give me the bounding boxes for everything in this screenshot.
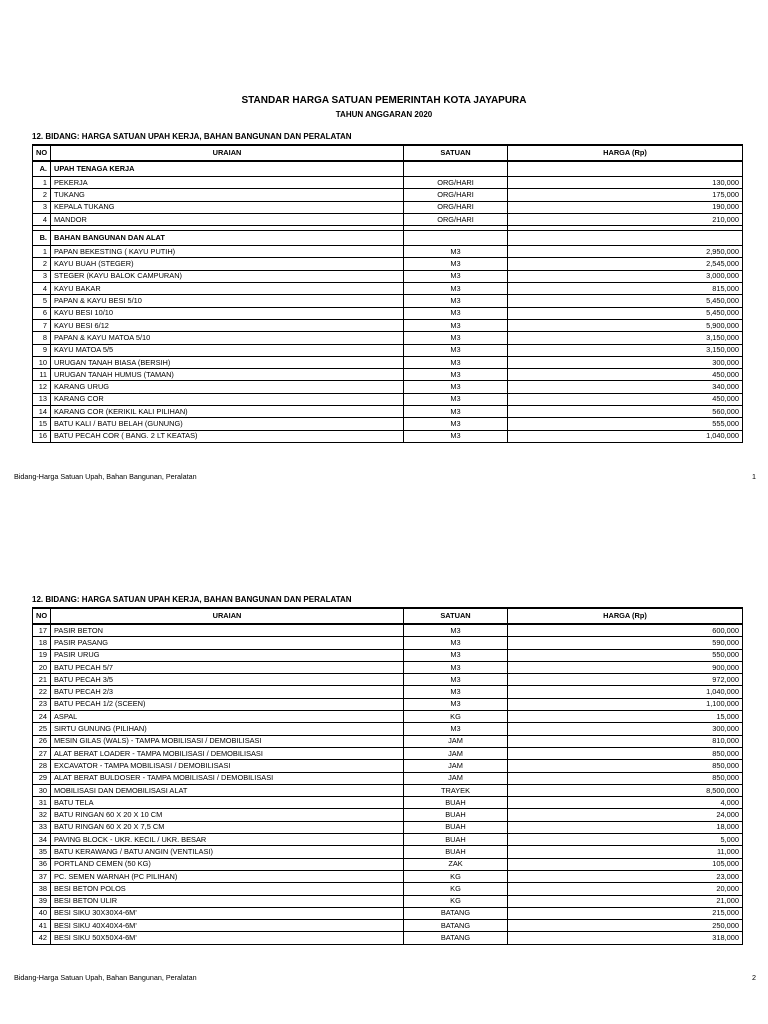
table-row xyxy=(33,846,743,858)
row-price: 850,000 xyxy=(508,747,743,759)
table-row xyxy=(33,624,743,637)
table-row xyxy=(33,418,743,430)
table-row xyxy=(33,381,743,393)
row-unit: M3 xyxy=(404,723,508,735)
row-no: 19 xyxy=(33,649,51,661)
table-row xyxy=(33,834,743,846)
row-price: 560,000 xyxy=(508,406,743,418)
row-price: 2,950,000 xyxy=(508,246,743,258)
row-price: 3,150,000 xyxy=(508,344,743,356)
row-unit: BUAH xyxy=(404,846,508,858)
row-unit: M3 xyxy=(404,661,508,673)
row-description: BATU KERAWANG / BATU ANGIN (VENTILASI) xyxy=(51,846,404,858)
row-no: 14 xyxy=(33,406,51,418)
group-unit-empty xyxy=(404,161,508,177)
row-description: ALAT BERAT BULDOSER - TAMPA MOBILISASI / DEMOBILISASI xyxy=(51,772,404,784)
row-price: 850,000 xyxy=(508,760,743,772)
footer-label: Bidang-Harga Satuan Upah, Bahan Bangunan, Peralatan xyxy=(14,472,197,481)
row-price: 318,000 xyxy=(508,932,743,944)
row-unit: M3 xyxy=(404,624,508,637)
row-description: KAYU BESI 6/12 xyxy=(51,319,404,331)
table-row xyxy=(33,760,743,772)
row-unit: M3 xyxy=(404,649,508,661)
table-row xyxy=(33,177,743,189)
row-price: 5,900,000 xyxy=(508,319,743,331)
row-no: 22 xyxy=(33,686,51,698)
row-unit: JAM xyxy=(404,747,508,759)
row-description: BATU PECAH 1/2 (SCEEN) xyxy=(51,698,404,710)
footer-label: Bidang-Harga Satuan Upah, Bahan Bangunan, Peralatan xyxy=(14,973,197,982)
row-no: 18 xyxy=(33,637,51,649)
row-price: 600,000 xyxy=(508,624,743,637)
row-description: BATU RINGAN 60 X 20 X 7,5 CM xyxy=(51,821,404,833)
header-unit: SATUAN xyxy=(404,145,508,161)
row-price: 1,040,000 xyxy=(508,430,743,442)
row-description: PASIR URUG xyxy=(51,649,404,661)
row-price: 810,000 xyxy=(508,735,743,747)
row-description: KARANG COR (KERIKIL KALI PILIHAN) xyxy=(51,406,404,418)
group-unit-empty xyxy=(404,231,508,246)
row-unit: M3 xyxy=(404,356,508,368)
row-price: 900,000 xyxy=(508,661,743,673)
row-description: BESI SIKU 30X30X4-6M' xyxy=(51,907,404,919)
row-no: 5 xyxy=(33,295,51,307)
table-row xyxy=(33,883,743,895)
row-no: 17 xyxy=(33,624,51,637)
row-description: PAVING BLOCK - UKR. KECIL / UKR. BESAR xyxy=(51,834,404,846)
row-price: 5,450,000 xyxy=(508,307,743,319)
price-table-page1 xyxy=(32,144,743,443)
row-no: 38 xyxy=(33,883,51,895)
row-price: 550,000 xyxy=(508,649,743,661)
row-price: 450,000 xyxy=(508,369,743,381)
row-price: 20,000 xyxy=(508,883,743,895)
row-no: 23 xyxy=(33,698,51,710)
table-row xyxy=(33,797,743,809)
row-unit: M3 xyxy=(404,295,508,307)
table-row xyxy=(33,332,743,344)
row-unit: M3 xyxy=(404,418,508,430)
row-no: 30 xyxy=(33,784,51,796)
table-row xyxy=(33,723,743,735)
page-number: 2 xyxy=(752,973,756,982)
row-no: 12 xyxy=(33,381,51,393)
row-unit: KG xyxy=(404,895,508,907)
row-price: 450,000 xyxy=(508,393,743,405)
table-row xyxy=(33,637,743,649)
row-no: 21 xyxy=(33,674,51,686)
row-no: 33 xyxy=(33,821,51,833)
table-row xyxy=(33,283,743,295)
section-heading-page2: 12. BIDANG: HARGA SATUAN UPAH KERJA, BAHAN BANGUNAN DAN PERALATAN xyxy=(32,595,352,604)
table-row xyxy=(33,747,743,759)
row-unit: M3 xyxy=(404,406,508,418)
table-row xyxy=(33,295,743,307)
row-price: 340,000 xyxy=(508,381,743,393)
row-description: BESI SIKU 50X50X4-6M' xyxy=(51,932,404,944)
row-unit: JAM xyxy=(404,735,508,747)
row-description: SIRTU GUNUNG (PILIHAN) xyxy=(51,723,404,735)
row-no: 7 xyxy=(33,319,51,331)
row-unit: ORG/HARI xyxy=(404,177,508,189)
row-no: 13 xyxy=(33,393,51,405)
row-no: 1 xyxy=(33,246,51,258)
row-price: 3,150,000 xyxy=(508,332,743,344)
row-no: 27 xyxy=(33,747,51,759)
row-description: BESI SIKU 40X40X4-6M' xyxy=(51,920,404,932)
table-row xyxy=(33,246,743,258)
table-row xyxy=(33,213,743,225)
row-price: 3,000,000 xyxy=(508,270,743,282)
table-row xyxy=(33,686,743,698)
row-description: BATU TELA xyxy=(51,797,404,809)
row-no: 2 xyxy=(33,258,51,270)
table-row xyxy=(33,895,743,907)
group-row xyxy=(33,231,743,246)
page-title: STANDAR HARGA SATUAN PEMERINTAH KOTA JAYAPURA xyxy=(241,95,527,106)
row-unit: M3 xyxy=(404,393,508,405)
row-price: 5,000 xyxy=(508,834,743,846)
row-description: MESIN GILAS (WALS) - TAMPA MOBILISASI / DEMOBILISASI xyxy=(51,735,404,747)
row-price: 210,000 xyxy=(508,213,743,225)
table-row xyxy=(33,406,743,418)
row-description: KARANG COR xyxy=(51,393,404,405)
price-table-page2 xyxy=(32,607,743,945)
row-price: 300,000 xyxy=(508,723,743,735)
row-price: 555,000 xyxy=(508,418,743,430)
row-unit: JAM xyxy=(404,772,508,784)
row-no: 20 xyxy=(33,661,51,673)
group-label: UPAH TENAGA KERJA xyxy=(51,161,404,177)
row-price: 2,545,000 xyxy=(508,258,743,270)
table-row xyxy=(33,698,743,710)
table-row xyxy=(33,711,743,723)
row-description: BESI BETON POLOS xyxy=(51,883,404,895)
row-unit: ORG/HARI xyxy=(404,201,508,213)
row-description: KAYU BAKAR xyxy=(51,283,404,295)
row-price: 23,000 xyxy=(508,870,743,882)
row-price: 590,000 xyxy=(508,637,743,649)
row-unit: M3 xyxy=(404,698,508,710)
row-no: 3 xyxy=(33,270,51,282)
table-row xyxy=(33,907,743,919)
row-unit: BATANG xyxy=(404,920,508,932)
row-description: PAPAN & KAYU MATOA 5/10 xyxy=(51,332,404,344)
row-no: 37 xyxy=(33,870,51,882)
row-price: 15,000 xyxy=(508,711,743,723)
row-price: 24,000 xyxy=(508,809,743,821)
row-no: 2 xyxy=(33,189,51,201)
page-number: 1 xyxy=(752,472,756,481)
table-row xyxy=(33,430,743,442)
row-no: 25 xyxy=(33,723,51,735)
row-description: BATU KALI / BATU BELAH (GUNUNG) xyxy=(51,418,404,430)
row-unit: KG xyxy=(404,870,508,882)
row-unit: ORG/HARI xyxy=(404,213,508,225)
row-no: 3 xyxy=(33,201,51,213)
row-price: 250,000 xyxy=(508,920,743,932)
row-no: 34 xyxy=(33,834,51,846)
row-price: 175,000 xyxy=(508,189,743,201)
row-no: 28 xyxy=(33,760,51,772)
footer-page1 xyxy=(14,472,756,481)
row-unit: M3 xyxy=(404,270,508,282)
table-row xyxy=(33,920,743,932)
row-description: EXCAVATOR - TAMPA MOBILISASI / DEMOBILISASI xyxy=(51,760,404,772)
header-no: NO xyxy=(33,145,51,161)
row-description: BATU PECAH COR ( BANG. 2 LT KEATAS) xyxy=(51,430,404,442)
group-price-empty xyxy=(508,161,743,177)
row-unit: BUAH xyxy=(404,821,508,833)
table-row xyxy=(33,344,743,356)
header-no: NO xyxy=(33,608,51,624)
row-no: 32 xyxy=(33,809,51,821)
section-heading-page1: 12. BIDANG: HARGA SATUAN UPAH KERJA, BAHAN BANGUNAN DAN PERALATAN xyxy=(32,132,352,141)
header-price: HARGA (Rp) xyxy=(508,608,743,624)
row-unit: M3 xyxy=(404,344,508,356)
row-unit: BATANG xyxy=(404,907,508,919)
row-unit: JAM xyxy=(404,760,508,772)
row-no: 9 xyxy=(33,344,51,356)
row-unit: BUAH xyxy=(404,809,508,821)
row-description: PAPAN & KAYU BESI 5/10 xyxy=(51,295,404,307)
row-description: KEPALA TUKANG xyxy=(51,201,404,213)
row-unit: M3 xyxy=(404,686,508,698)
row-no: 26 xyxy=(33,735,51,747)
row-price: 300,000 xyxy=(508,356,743,368)
row-unit: M3 xyxy=(404,381,508,393)
row-price: 850,000 xyxy=(508,772,743,784)
row-description: BATU PECAH 2/3 xyxy=(51,686,404,698)
row-price: 972,000 xyxy=(508,674,743,686)
table-row xyxy=(33,870,743,882)
row-description: ALAT BERAT LOADER - TAMPA MOBILISASI / DEMOBILISASI xyxy=(51,747,404,759)
row-unit: TRAYEK xyxy=(404,784,508,796)
group-price-empty xyxy=(508,231,743,246)
table-row xyxy=(33,369,743,381)
row-unit: ZAK xyxy=(404,858,508,870)
row-no: 6 xyxy=(33,307,51,319)
row-unit: M3 xyxy=(404,283,508,295)
table-row xyxy=(33,735,743,747)
table-row xyxy=(33,356,743,368)
row-description: STEGER (KAYU BALOK CAMPURAN) xyxy=(51,270,404,282)
row-unit: KG xyxy=(404,883,508,895)
row-no: 16 xyxy=(33,430,51,442)
row-no: 42 xyxy=(33,932,51,944)
row-price: 130,000 xyxy=(508,177,743,189)
table-row xyxy=(33,189,743,201)
row-price: 5,450,000 xyxy=(508,295,743,307)
row-price: 190,000 xyxy=(508,201,743,213)
row-unit: M3 xyxy=(404,258,508,270)
row-no: 39 xyxy=(33,895,51,907)
row-description: BATU PECAH 5/7 xyxy=(51,661,404,673)
row-price: 215,000 xyxy=(508,907,743,919)
table-row xyxy=(33,772,743,784)
group-label: BAHAN BANGUNAN DAN ALAT xyxy=(51,231,404,246)
footer-page2 xyxy=(14,973,756,982)
row-unit: BUAH xyxy=(404,834,508,846)
row-description: KAYU MATOA 5/5 xyxy=(51,344,404,356)
header-description: URAIAN xyxy=(51,608,404,624)
group-row xyxy=(33,161,743,177)
row-no: 31 xyxy=(33,797,51,809)
header-price: HARGA (Rp) xyxy=(508,145,743,161)
row-description: PASIR PASANG xyxy=(51,637,404,649)
row-price: 11,000 xyxy=(508,846,743,858)
row-no: 1 xyxy=(33,177,51,189)
header-unit: SATUAN xyxy=(404,608,508,624)
row-price: 815,000 xyxy=(508,283,743,295)
row-description: MOBILISASI DAN DEMOBILISASI ALAT xyxy=(51,784,404,796)
row-unit: M3 xyxy=(404,246,508,258)
header-description: URAIAN xyxy=(51,145,404,161)
row-no: 41 xyxy=(33,920,51,932)
row-unit: M3 xyxy=(404,319,508,331)
row-description: PEKERJA xyxy=(51,177,404,189)
row-description: MANDOR xyxy=(51,213,404,225)
row-unit: M3 xyxy=(404,430,508,442)
row-unit: ORG/HARI xyxy=(404,189,508,201)
table-row xyxy=(33,270,743,282)
table-row xyxy=(33,661,743,673)
row-no: 4 xyxy=(33,283,51,295)
row-unit: BATANG xyxy=(404,932,508,944)
row-description: TUKANG xyxy=(51,189,404,201)
row-description: KAYU BUAH (STEGER) xyxy=(51,258,404,270)
row-description: PORTLAND CEMEN (50 KG) xyxy=(51,858,404,870)
row-unit: M3 xyxy=(404,332,508,344)
row-price: 1,040,000 xyxy=(508,686,743,698)
table-header-row xyxy=(33,145,743,161)
row-no: 35 xyxy=(33,846,51,858)
table-row xyxy=(33,258,743,270)
page-subtitle: TAHUN ANGGARAN 2020 xyxy=(335,110,433,119)
table-row xyxy=(33,201,743,213)
table-row xyxy=(33,821,743,833)
row-price: 1,100,000 xyxy=(508,698,743,710)
row-price: 8,500,000 xyxy=(508,784,743,796)
row-no: 11 xyxy=(33,369,51,381)
row-description: URUGAN TANAH HUMUS (TAMAN) xyxy=(51,369,404,381)
table-header-row xyxy=(33,608,743,624)
row-description: KAYU BESI 10/10 xyxy=(51,307,404,319)
row-no: 29 xyxy=(33,772,51,784)
row-description: URUGAN TANAH BIASA (BERSIH) xyxy=(51,356,404,368)
row-unit: KG xyxy=(404,711,508,723)
row-description: KARANG URUG xyxy=(51,381,404,393)
table-row xyxy=(33,393,743,405)
row-unit: M3 xyxy=(404,674,508,686)
row-price: 18,000 xyxy=(508,821,743,833)
row-description: PAPAN BEKESTING ( KAYU PUTIH) xyxy=(51,246,404,258)
row-description: BESI BETON ULIR xyxy=(51,895,404,907)
row-description: ASPAL xyxy=(51,711,404,723)
table-row xyxy=(33,307,743,319)
row-unit: M3 xyxy=(404,369,508,381)
row-unit: M3 xyxy=(404,307,508,319)
row-no: 36 xyxy=(33,858,51,870)
table-row xyxy=(33,649,743,661)
row-description: PASIR BETON xyxy=(51,624,404,637)
row-description: BATU PECAH 3/5 xyxy=(51,674,404,686)
table-row xyxy=(33,932,743,944)
row-no: 15 xyxy=(33,418,51,430)
row-no: 40 xyxy=(33,907,51,919)
table-row xyxy=(33,784,743,796)
table-row xyxy=(33,319,743,331)
table-row xyxy=(33,858,743,870)
row-unit: M3 xyxy=(404,637,508,649)
row-price: 4,000 xyxy=(508,797,743,809)
group-code: A. xyxy=(33,161,51,177)
row-price: 105,000 xyxy=(508,858,743,870)
table-row xyxy=(33,809,743,821)
row-no: 10 xyxy=(33,356,51,368)
row-description: BATU RINGAN 60 X 20 X 10 CM xyxy=(51,809,404,821)
group-code: B. xyxy=(33,231,51,246)
row-no: 24 xyxy=(33,711,51,723)
row-unit: BUAH xyxy=(404,797,508,809)
row-price: 21,000 xyxy=(508,895,743,907)
row-no: 4 xyxy=(33,213,51,225)
row-description: PC. SEMEN WARNAH (PC PILIHAN) xyxy=(51,870,404,882)
table-row xyxy=(33,674,743,686)
row-no: 8 xyxy=(33,332,51,344)
